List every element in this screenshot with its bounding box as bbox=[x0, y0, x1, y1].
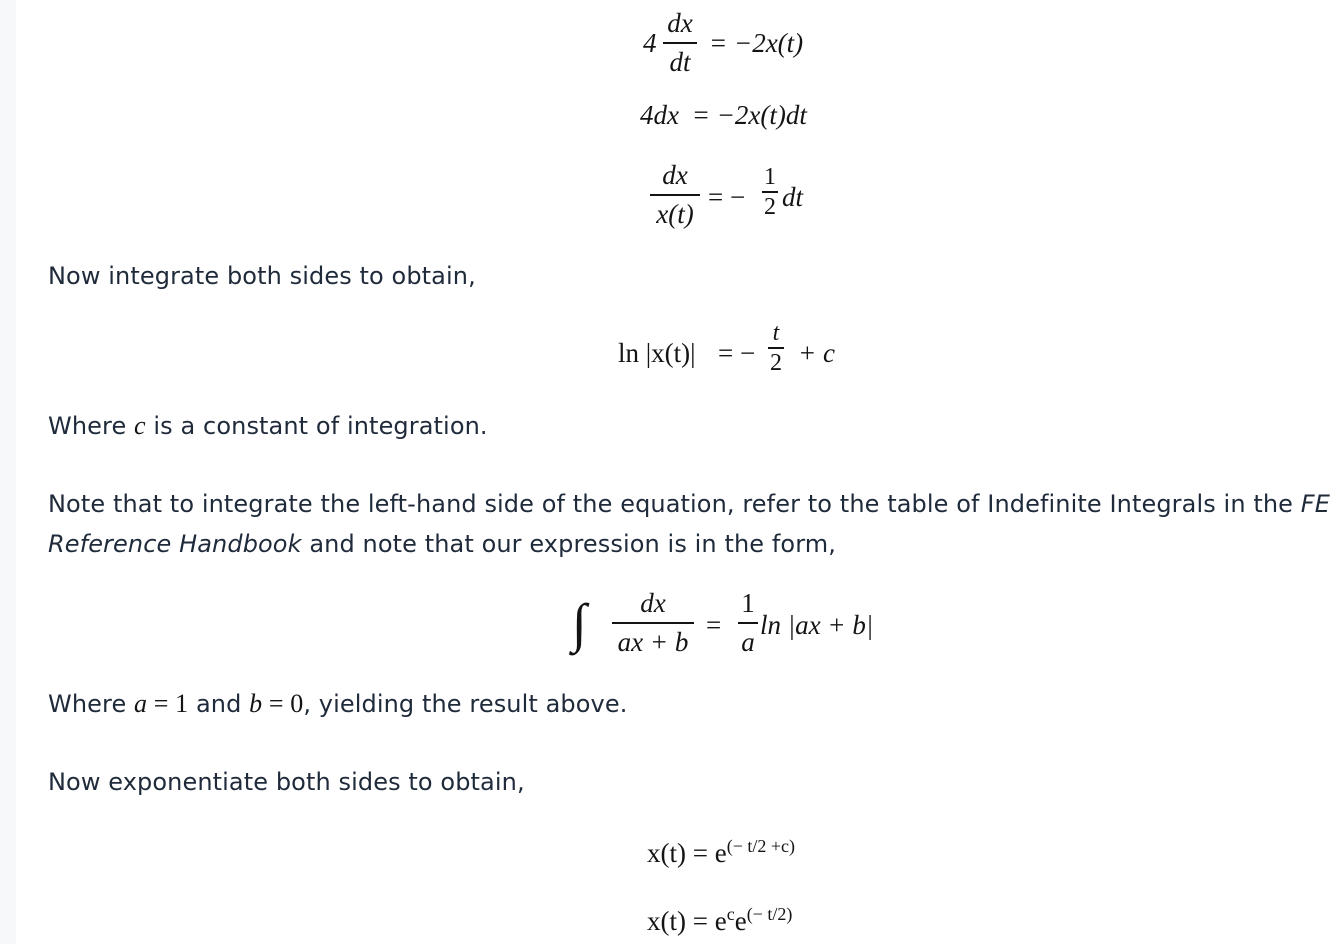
var-b: b bbox=[249, 689, 263, 718]
left-gutter bbox=[0, 0, 16, 944]
eq3-right-fraction bbox=[762, 164, 778, 220]
eq5-numerator: dx bbox=[640, 588, 666, 618]
eq4-equals: = − bbox=[718, 338, 756, 368]
paragraph-exponentiate: Now exponentiate both sides to obtain, bbox=[48, 768, 525, 796]
eq4-lhs: ln |x(t)| bbox=[618, 338, 696, 368]
eq5-equals: = bbox=[706, 610, 722, 640]
eq4-numerator: t bbox=[772, 320, 780, 346]
equation-1 bbox=[643, 8, 843, 78]
eq1-coef: 4 bbox=[643, 28, 657, 58]
eq5-denominator: ax + b bbox=[617, 626, 689, 657]
eq3-tail: dt bbox=[782, 182, 804, 212]
eq3-denominator: x(t) bbox=[656, 198, 694, 229]
eq3-equals: = − bbox=[708, 182, 746, 212]
paragraph-note: Note that to integrate the left-hand side of the equation, refer to the table of Indefinite Integrals in the FE bbox=[48, 490, 1330, 518]
equation-5 bbox=[572, 588, 912, 668]
paragraph-integrate: Now integrate both sides to obtain, bbox=[48, 262, 476, 290]
eq1-fraction bbox=[663, 8, 697, 77]
paragraph-constant: Where c is a constant of integration. bbox=[48, 411, 488, 440]
eq3-right-numerator: 1 bbox=[764, 164, 776, 190]
eq2-rhs: = −2x(t)dt bbox=[691, 100, 807, 130]
eq7-lhs: x(t) = e bbox=[647, 906, 727, 936]
handbook-ref-1: FE bbox=[1300, 490, 1330, 518]
eq3-fraction bbox=[650, 160, 700, 229]
equation-2 bbox=[640, 100, 807, 131]
eq1-numerator: dx bbox=[667, 8, 693, 38]
eq6-exponent: (− t/2 +c) bbox=[726, 836, 795, 856]
eq7-exponent: (− t/2) bbox=[746, 904, 793, 924]
integral-sign: ∫ bbox=[572, 593, 587, 653]
paragraph-where-ab: Where a = 1 and b = 0, yielding the result above. bbox=[48, 689, 628, 718]
var-c: c bbox=[134, 411, 146, 440]
eq7-mid: e bbox=[734, 906, 747, 936]
eq4-tail: + c bbox=[798, 338, 835, 368]
eq5-tail: ln |ax + b| bbox=[760, 610, 874, 640]
eq7-exponent-c: c bbox=[726, 904, 735, 924]
eq5-right-fraction bbox=[738, 588, 758, 657]
equation-3 bbox=[650, 160, 830, 236]
handbook-ref-2: Reference Handbook bbox=[48, 530, 302, 558]
eq4-fraction bbox=[768, 320, 784, 376]
equation-4 bbox=[618, 318, 858, 388]
eq1-denominator: dt bbox=[669, 46, 691, 77]
eq1-rhs: = −2x(t) bbox=[709, 28, 804, 58]
equation-7 bbox=[647, 904, 792, 937]
eq6-lhs: x(t) = e bbox=[647, 838, 727, 868]
eq3-right-denominator: 2 bbox=[764, 193, 776, 220]
paragraph-note-line2: Reference Handbook and note that our expression is in the form, bbox=[48, 530, 836, 558]
eq5-right-denominator: a bbox=[741, 626, 755, 657]
eq3-numerator: dx bbox=[662, 160, 688, 190]
equation-6 bbox=[647, 836, 795, 869]
eq5-right-numerator: 1 bbox=[741, 588, 755, 618]
var-a: a bbox=[134, 689, 148, 718]
eq4-denominator: 2 bbox=[770, 349, 782, 376]
eq5-fraction bbox=[612, 588, 694, 657]
eq2-lhs: 4dx bbox=[640, 100, 679, 130]
